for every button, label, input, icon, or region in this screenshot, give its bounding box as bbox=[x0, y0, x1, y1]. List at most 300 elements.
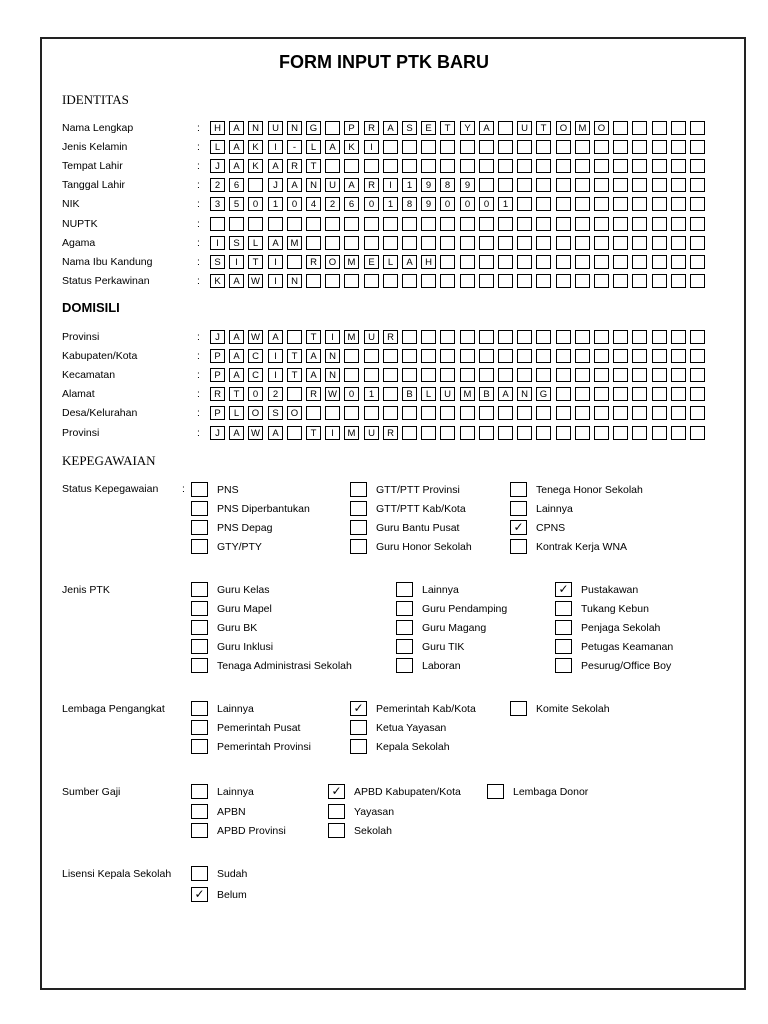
char-box[interactable] bbox=[383, 349, 398, 363]
char-box[interactable]: 1 bbox=[498, 197, 513, 211]
char-box[interactable]: M bbox=[344, 255, 359, 269]
checkbox[interactable] bbox=[191, 520, 208, 535]
char-box[interactable] bbox=[652, 368, 667, 382]
char-box[interactable]: Y bbox=[460, 121, 475, 135]
char-box[interactable] bbox=[613, 197, 628, 211]
char-box[interactable] bbox=[690, 255, 705, 269]
char-box[interactable] bbox=[440, 330, 455, 344]
char-box[interactable]: R bbox=[306, 255, 321, 269]
char-box[interactable] bbox=[632, 121, 647, 135]
char-box[interactable] bbox=[556, 178, 571, 192]
char-box[interactable]: T bbox=[306, 330, 321, 344]
char-box[interactable]: J bbox=[210, 330, 225, 344]
char-box[interactable] bbox=[556, 330, 571, 344]
char-box[interactable]: K bbox=[344, 140, 359, 154]
char-box[interactable]: R bbox=[210, 387, 225, 401]
char-box[interactable] bbox=[344, 349, 359, 363]
char-box[interactable]: O bbox=[325, 255, 340, 269]
checkbox[interactable] bbox=[555, 658, 572, 673]
char-box[interactable]: I bbox=[383, 178, 398, 192]
char-box[interactable]: J bbox=[210, 159, 225, 173]
char-box[interactable]: N bbox=[248, 121, 263, 135]
char-box[interactable]: 9 bbox=[460, 178, 475, 192]
char-box[interactable] bbox=[690, 330, 705, 344]
char-box[interactable] bbox=[364, 406, 379, 420]
char-box[interactable] bbox=[268, 217, 283, 231]
char-box[interactable]: P bbox=[344, 121, 359, 135]
char-box[interactable] bbox=[652, 197, 667, 211]
char-box[interactable]: I bbox=[325, 426, 340, 440]
checkbox[interactable] bbox=[191, 501, 208, 516]
char-box[interactable] bbox=[440, 349, 455, 363]
char-box[interactable] bbox=[575, 159, 590, 173]
char-box[interactable]: W bbox=[248, 426, 263, 440]
char-box[interactable]: R bbox=[287, 159, 302, 173]
char-box[interactable] bbox=[517, 426, 532, 440]
checkbox[interactable] bbox=[555, 639, 572, 654]
char-box[interactable]: A bbox=[306, 368, 321, 382]
checkbox[interactable] bbox=[191, 539, 208, 554]
char-box[interactable] bbox=[479, 406, 494, 420]
char-box[interactable]: M bbox=[575, 121, 590, 135]
checkbox[interactable] bbox=[350, 720, 367, 735]
char-box[interactable]: 0 bbox=[344, 387, 359, 401]
char-box[interactable] bbox=[460, 255, 475, 269]
char-box[interactable] bbox=[325, 121, 340, 135]
char-box[interactable]: A bbox=[402, 255, 417, 269]
char-box[interactable] bbox=[287, 255, 302, 269]
char-box[interactable] bbox=[536, 274, 551, 288]
char-box[interactable] bbox=[613, 406, 628, 420]
char-box[interactable] bbox=[460, 217, 475, 231]
char-box[interactable]: T bbox=[306, 426, 321, 440]
char-box[interactable] bbox=[671, 330, 686, 344]
char-box[interactable] bbox=[690, 140, 705, 154]
char-box[interactable] bbox=[575, 274, 590, 288]
char-box[interactable] bbox=[613, 330, 628, 344]
char-box[interactable]: S bbox=[210, 255, 225, 269]
char-box[interactable]: P bbox=[210, 368, 225, 382]
char-box[interactable] bbox=[556, 406, 571, 420]
char-box[interactable] bbox=[536, 178, 551, 192]
char-box[interactable]: U bbox=[364, 330, 379, 344]
char-box[interactable]: N bbox=[287, 274, 302, 288]
char-box[interactable] bbox=[536, 406, 551, 420]
char-box[interactable] bbox=[364, 274, 379, 288]
char-box[interactable] bbox=[690, 217, 705, 231]
char-box[interactable]: A bbox=[268, 236, 283, 250]
char-box[interactable] bbox=[594, 217, 609, 231]
char-box[interactable]: L bbox=[306, 140, 321, 154]
char-box[interactable] bbox=[575, 426, 590, 440]
checkbox[interactable] bbox=[510, 701, 527, 716]
char-box[interactable] bbox=[632, 406, 647, 420]
char-box[interactable] bbox=[575, 349, 590, 363]
char-box[interactable] bbox=[210, 217, 225, 231]
char-box[interactable]: I bbox=[229, 255, 244, 269]
char-box[interactable]: 3 bbox=[210, 197, 225, 211]
char-box[interactable]: 8 bbox=[440, 178, 455, 192]
char-box[interactable] bbox=[536, 197, 551, 211]
char-box[interactable] bbox=[594, 406, 609, 420]
char-box[interactable] bbox=[632, 274, 647, 288]
char-box[interactable] bbox=[594, 178, 609, 192]
char-box[interactable] bbox=[460, 330, 475, 344]
char-box[interactable] bbox=[498, 236, 513, 250]
char-box[interactable] bbox=[517, 140, 532, 154]
char-box[interactable] bbox=[632, 387, 647, 401]
char-box[interactable] bbox=[479, 426, 494, 440]
char-box[interactable] bbox=[517, 255, 532, 269]
char-box[interactable] bbox=[287, 217, 302, 231]
char-box[interactable]: O bbox=[287, 406, 302, 420]
char-box[interactable] bbox=[498, 140, 513, 154]
char-box[interactable]: W bbox=[248, 330, 263, 344]
char-box[interactable] bbox=[575, 330, 590, 344]
char-box[interactable] bbox=[440, 217, 455, 231]
char-box[interactable] bbox=[498, 349, 513, 363]
char-box[interactable] bbox=[613, 140, 628, 154]
char-box[interactable] bbox=[479, 255, 494, 269]
char-box[interactable] bbox=[421, 426, 436, 440]
char-box[interactable] bbox=[575, 406, 590, 420]
char-box[interactable]: 0 bbox=[248, 387, 263, 401]
char-box[interactable] bbox=[671, 217, 686, 231]
char-box[interactable] bbox=[460, 426, 475, 440]
char-box[interactable] bbox=[671, 236, 686, 250]
char-box[interactable]: A bbox=[479, 121, 494, 135]
char-box[interactable] bbox=[517, 330, 532, 344]
char-box[interactable] bbox=[652, 140, 667, 154]
char-box[interactable] bbox=[613, 387, 628, 401]
char-box[interactable] bbox=[517, 349, 532, 363]
char-box[interactable]: L bbox=[229, 406, 244, 420]
char-box[interactable]: 8 bbox=[402, 197, 417, 211]
checkbox[interactable] bbox=[510, 539, 527, 554]
char-box[interactable] bbox=[287, 387, 302, 401]
char-box[interactable] bbox=[479, 159, 494, 173]
char-box[interactable] bbox=[632, 159, 647, 173]
char-box[interactable] bbox=[632, 178, 647, 192]
char-box[interactable]: O bbox=[594, 121, 609, 135]
checkbox-checked[interactable]: ✓ bbox=[510, 520, 527, 535]
checkbox[interactable] bbox=[555, 601, 572, 616]
char-box[interactable]: A bbox=[325, 140, 340, 154]
checkbox[interactable] bbox=[350, 739, 367, 754]
char-box[interactable] bbox=[325, 236, 340, 250]
checkbox[interactable] bbox=[396, 601, 413, 616]
char-box[interactable]: A bbox=[344, 178, 359, 192]
char-box[interactable] bbox=[402, 349, 417, 363]
char-box[interactable]: U bbox=[325, 178, 340, 192]
char-box[interactable]: L bbox=[421, 387, 436, 401]
char-box[interactable] bbox=[652, 121, 667, 135]
checkbox-checked[interactable]: ✓ bbox=[328, 784, 345, 799]
char-box[interactable] bbox=[594, 426, 609, 440]
char-box[interactable] bbox=[325, 406, 340, 420]
char-box[interactable] bbox=[613, 159, 628, 173]
char-box[interactable] bbox=[594, 274, 609, 288]
char-box[interactable] bbox=[498, 426, 513, 440]
char-box[interactable]: A bbox=[229, 274, 244, 288]
char-box[interactable]: S bbox=[229, 236, 244, 250]
char-box[interactable]: N bbox=[306, 178, 321, 192]
char-box[interactable] bbox=[364, 236, 379, 250]
char-box[interactable] bbox=[306, 406, 321, 420]
char-box[interactable] bbox=[344, 159, 359, 173]
char-box[interactable] bbox=[517, 178, 532, 192]
char-box[interactable] bbox=[306, 274, 321, 288]
char-box[interactable]: 4 bbox=[306, 197, 321, 211]
char-box[interactable] bbox=[440, 140, 455, 154]
char-box[interactable]: 9 bbox=[421, 178, 436, 192]
char-box[interactable]: M bbox=[344, 330, 359, 344]
checkbox[interactable] bbox=[328, 823, 345, 838]
checkbox[interactable] bbox=[191, 823, 208, 838]
char-box[interactable]: R bbox=[383, 330, 398, 344]
char-box[interactable] bbox=[652, 274, 667, 288]
char-box[interactable]: I bbox=[268, 140, 283, 154]
char-box[interactable] bbox=[383, 140, 398, 154]
char-box[interactable] bbox=[402, 368, 417, 382]
char-box[interactable] bbox=[306, 236, 321, 250]
char-box[interactable] bbox=[613, 368, 628, 382]
char-box[interactable] bbox=[556, 217, 571, 231]
char-box[interactable] bbox=[460, 140, 475, 154]
char-box[interactable] bbox=[344, 236, 359, 250]
char-box[interactable] bbox=[517, 274, 532, 288]
char-box[interactable] bbox=[248, 178, 263, 192]
char-box[interactable]: M bbox=[460, 387, 475, 401]
char-box[interactable]: E bbox=[364, 255, 379, 269]
checkbox[interactable] bbox=[487, 784, 504, 799]
char-box[interactable] bbox=[652, 159, 667, 173]
char-box[interactable] bbox=[632, 426, 647, 440]
char-box[interactable]: R bbox=[383, 426, 398, 440]
checkbox[interactable] bbox=[191, 784, 208, 799]
char-box[interactable]: A bbox=[229, 426, 244, 440]
char-box[interactable]: 2 bbox=[210, 178, 225, 192]
char-box[interactable]: T bbox=[229, 387, 244, 401]
char-box[interactable] bbox=[652, 406, 667, 420]
char-box[interactable] bbox=[536, 140, 551, 154]
char-box[interactable] bbox=[421, 140, 436, 154]
char-box[interactable]: H bbox=[421, 255, 436, 269]
char-box[interactable]: S bbox=[268, 406, 283, 420]
char-box[interactable] bbox=[479, 330, 494, 344]
char-box[interactable] bbox=[613, 121, 628, 135]
char-box[interactable] bbox=[594, 197, 609, 211]
char-box[interactable]: I bbox=[268, 368, 283, 382]
char-box[interactable]: I bbox=[210, 236, 225, 250]
char-box[interactable] bbox=[383, 387, 398, 401]
char-box[interactable]: R bbox=[306, 387, 321, 401]
char-box[interactable] bbox=[632, 330, 647, 344]
char-box[interactable]: J bbox=[210, 426, 225, 440]
char-box[interactable] bbox=[690, 406, 705, 420]
char-box[interactable] bbox=[671, 178, 686, 192]
checkbox[interactable] bbox=[555, 620, 572, 635]
char-box[interactable] bbox=[498, 121, 513, 135]
char-box[interactable] bbox=[671, 426, 686, 440]
char-box[interactable] bbox=[498, 368, 513, 382]
char-box[interactable] bbox=[536, 426, 551, 440]
char-box[interactable] bbox=[325, 217, 340, 231]
checkbox-checked[interactable]: ✓ bbox=[191, 887, 208, 902]
char-box[interactable] bbox=[594, 236, 609, 250]
char-box[interactable] bbox=[383, 274, 398, 288]
char-box[interactable] bbox=[364, 368, 379, 382]
char-box[interactable]: I bbox=[268, 255, 283, 269]
char-box[interactable]: H bbox=[210, 121, 225, 135]
char-box[interactable] bbox=[402, 140, 417, 154]
char-box[interactable] bbox=[671, 140, 686, 154]
char-box[interactable] bbox=[383, 236, 398, 250]
checkbox[interactable] bbox=[510, 501, 527, 516]
char-box[interactable] bbox=[671, 387, 686, 401]
char-box[interactable] bbox=[594, 140, 609, 154]
char-box[interactable] bbox=[556, 349, 571, 363]
char-box[interactable] bbox=[690, 426, 705, 440]
char-box[interactable] bbox=[652, 255, 667, 269]
char-box[interactable] bbox=[460, 349, 475, 363]
char-box[interactable] bbox=[402, 426, 417, 440]
char-box[interactable] bbox=[536, 349, 551, 363]
char-box[interactable] bbox=[575, 368, 590, 382]
char-box[interactable] bbox=[671, 197, 686, 211]
char-box[interactable]: A bbox=[229, 330, 244, 344]
char-box[interactable] bbox=[690, 236, 705, 250]
char-box[interactable] bbox=[479, 368, 494, 382]
char-box[interactable] bbox=[344, 217, 359, 231]
char-box[interactable] bbox=[325, 274, 340, 288]
checkbox[interactable] bbox=[191, 639, 208, 654]
char-box[interactable]: L bbox=[383, 255, 398, 269]
char-box[interactable] bbox=[671, 368, 686, 382]
char-box[interactable] bbox=[556, 274, 571, 288]
char-box[interactable]: O bbox=[248, 406, 263, 420]
char-box[interactable] bbox=[632, 349, 647, 363]
checkbox[interactable] bbox=[396, 620, 413, 635]
char-box[interactable] bbox=[498, 159, 513, 173]
char-box[interactable]: P bbox=[210, 406, 225, 420]
char-box[interactable]: R bbox=[364, 121, 379, 135]
char-box[interactable]: O bbox=[556, 121, 571, 135]
char-box[interactable] bbox=[383, 159, 398, 173]
char-box[interactable]: I bbox=[268, 349, 283, 363]
char-box[interactable] bbox=[479, 140, 494, 154]
char-box[interactable]: - bbox=[287, 140, 302, 154]
char-box[interactable] bbox=[460, 159, 475, 173]
char-box[interactable] bbox=[575, 140, 590, 154]
char-box[interactable]: 0 bbox=[364, 197, 379, 211]
char-box[interactable] bbox=[556, 255, 571, 269]
checkbox[interactable] bbox=[350, 482, 367, 497]
char-box[interactable]: A bbox=[268, 330, 283, 344]
char-box[interactable] bbox=[613, 255, 628, 269]
char-box[interactable] bbox=[421, 274, 436, 288]
char-box[interactable] bbox=[421, 159, 436, 173]
char-box[interactable] bbox=[536, 255, 551, 269]
checkbox[interactable] bbox=[191, 601, 208, 616]
char-box[interactable]: 6 bbox=[344, 197, 359, 211]
char-box[interactable] bbox=[498, 217, 513, 231]
char-box[interactable] bbox=[460, 368, 475, 382]
char-box[interactable] bbox=[594, 330, 609, 344]
char-box[interactable] bbox=[344, 368, 359, 382]
char-box[interactable]: 5 bbox=[229, 197, 244, 211]
char-box[interactable] bbox=[517, 236, 532, 250]
char-box[interactable] bbox=[652, 426, 667, 440]
char-box[interactable] bbox=[421, 349, 436, 363]
char-box[interactable] bbox=[402, 330, 417, 344]
char-box[interactable]: A bbox=[229, 349, 244, 363]
char-box[interactable] bbox=[594, 255, 609, 269]
char-box[interactable] bbox=[652, 330, 667, 344]
char-box[interactable] bbox=[229, 217, 244, 231]
char-box[interactable] bbox=[421, 217, 436, 231]
checkbox[interactable] bbox=[350, 520, 367, 535]
checkbox[interactable] bbox=[191, 582, 208, 597]
char-box[interactable] bbox=[613, 236, 628, 250]
char-box[interactable] bbox=[479, 349, 494, 363]
char-box[interactable] bbox=[421, 236, 436, 250]
char-box[interactable] bbox=[440, 255, 455, 269]
char-box[interactable] bbox=[690, 387, 705, 401]
char-box[interactable]: W bbox=[248, 274, 263, 288]
char-box[interactable] bbox=[632, 236, 647, 250]
char-box[interactable] bbox=[632, 140, 647, 154]
char-box[interactable]: A bbox=[229, 368, 244, 382]
char-box[interactable] bbox=[325, 159, 340, 173]
char-box[interactable] bbox=[287, 330, 302, 344]
char-box[interactable] bbox=[556, 197, 571, 211]
char-box[interactable] bbox=[632, 197, 647, 211]
char-box[interactable]: K bbox=[248, 159, 263, 173]
checkbox[interactable] bbox=[350, 539, 367, 554]
checkbox[interactable] bbox=[191, 720, 208, 735]
char-box[interactable] bbox=[690, 197, 705, 211]
char-box[interactable]: L bbox=[248, 236, 263, 250]
char-box[interactable] bbox=[671, 406, 686, 420]
char-box[interactable]: 1 bbox=[402, 178, 417, 192]
char-box[interactable]: I bbox=[268, 274, 283, 288]
char-box[interactable] bbox=[575, 255, 590, 269]
char-box[interactable] bbox=[575, 197, 590, 211]
char-box[interactable]: 2 bbox=[268, 387, 283, 401]
char-box[interactable] bbox=[440, 406, 455, 420]
char-box[interactable] bbox=[421, 330, 436, 344]
char-box[interactable]: J bbox=[268, 178, 283, 192]
char-box[interactable] bbox=[652, 349, 667, 363]
char-box[interactable] bbox=[671, 121, 686, 135]
char-box[interactable]: 1 bbox=[364, 387, 379, 401]
char-box[interactable]: T bbox=[440, 121, 455, 135]
char-box[interactable] bbox=[517, 217, 532, 231]
char-box[interactable] bbox=[248, 217, 263, 231]
char-box[interactable] bbox=[575, 236, 590, 250]
char-box[interactable]: 1 bbox=[383, 197, 398, 211]
char-box[interactable]: 9 bbox=[421, 197, 436, 211]
char-box[interactable] bbox=[671, 349, 686, 363]
char-box[interactable]: N bbox=[325, 349, 340, 363]
char-box[interactable] bbox=[383, 368, 398, 382]
char-box[interactable] bbox=[594, 349, 609, 363]
char-box[interactable] bbox=[556, 236, 571, 250]
char-box[interactable] bbox=[632, 217, 647, 231]
char-box[interactable] bbox=[613, 274, 628, 288]
char-box[interactable] bbox=[556, 159, 571, 173]
